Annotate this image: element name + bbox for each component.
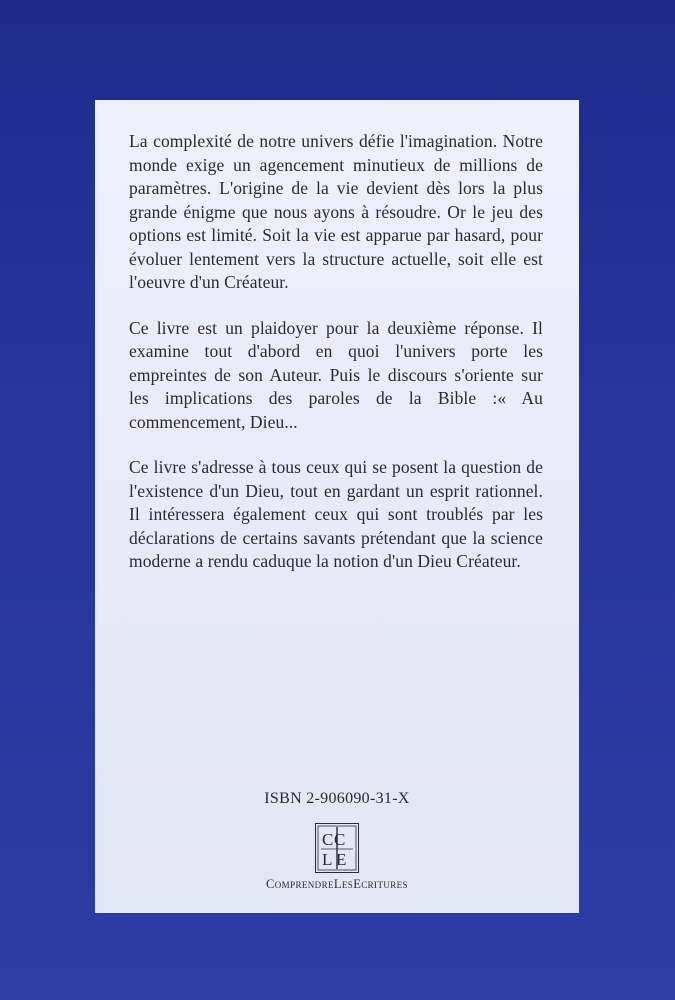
blurb-paragraph-3: Ce livre s'adresse à tous ceux qui se posent la question de l'existence d'un Dieu, tout en gardant un esprit rationnel. Il intéressera également ceux qui sont troublés par les déclarations de certains savants prétendant que la science moderne a rendu caduque la notion d'un Dieu Créateur.: [129, 457, 543, 571]
svg-text:C: C: [322, 830, 334, 849]
ccle-monogram-icon: [315, 823, 359, 873]
svg-text:E: E: [336, 850, 347, 869]
text-panel: [95, 100, 579, 913]
blurb-paragraph-2: Ce livre est un plaidoyer pour la deuxième réponse. Il examine tout d'abord en quoi l'univers porte les empreintes de son Auteur. Puis le discours s'oriente sur les implications des paroles de la Bible :« Au commencement, Dieu...: [129, 317, 543, 432]
isbn: ISBN 2-906090-31-X: [264, 790, 410, 807]
blurb: [129, 130, 543, 574]
blurb-paragraph-1: La complexité de notre univers défie l'imagination. Notre monde exige un agencement minutieux de millions de paramètres. L'origine de la vie devient dès lors la plus grande énigme que nous ayons à résoudre. Or le jeu des options est limité. Soit la vie est apparue par hasard, pour évoluer lentement vers la structure actuelle, soit elle est l'oeuvre d'un Créateur.: [129, 131, 543, 292]
svg-text:L: L: [322, 850, 333, 869]
publisher-name: ComprendreLesEcritures: [266, 877, 408, 891]
svg-text:C: C: [334, 830, 346, 849]
